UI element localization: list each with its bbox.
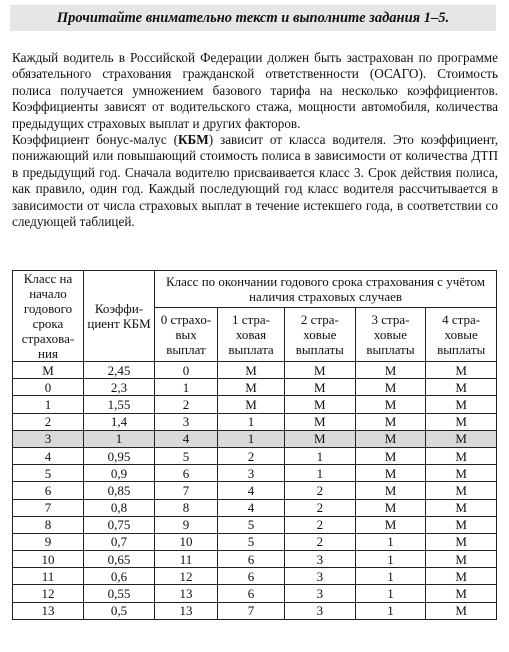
table-cell: М <box>285 379 356 396</box>
table-cell: 1 <box>218 413 285 430</box>
table-cell: 3 <box>285 551 356 568</box>
table-row <box>13 533 497 550</box>
table-cell: 8 <box>13 516 84 533</box>
table-cell: 7 <box>155 482 218 499</box>
table-cell: 7 <box>218 602 285 619</box>
task-text <box>12 50 498 230</box>
table-cell: 1 <box>285 447 356 464</box>
table-cell: М <box>355 396 426 413</box>
kbm-term: КБМ <box>177 132 209 148</box>
table-row <box>13 585 497 602</box>
table-row <box>13 602 497 619</box>
table-cell: М <box>426 396 497 413</box>
table-cell: М <box>426 551 497 568</box>
table-cell: М <box>426 602 497 619</box>
table-cell: 5 <box>218 516 285 533</box>
paragraph-kbm-after: ) зависит от класса водителя. Это коэффициент, понижающий или повышающий стоимость полиса в зависимости от количества ДТП в предыдущий год. Сначала водителю присваивается класс 3. Срок действия полиса, как правило, один год. Каждый последующий год класс водителя рассчитывается в зависимости от числа страховых выплат в течение истекшего года, в соответствии со следующей таблицей. <box>12 132 498 230</box>
table-cell: 0,75 <box>84 516 155 533</box>
table-cell: 0 <box>13 379 84 396</box>
table-cell: М <box>355 447 426 464</box>
table-cell: 13 <box>155 602 218 619</box>
table-cell: 3 <box>285 585 356 602</box>
table-cell: 4 <box>13 447 84 464</box>
table-cell: М <box>218 379 285 396</box>
table-cell: 1 <box>155 379 218 396</box>
table-row <box>13 482 497 499</box>
table-cell: 1 <box>285 465 356 482</box>
table-cell: 5 <box>218 533 285 550</box>
table-cell: 12 <box>155 568 218 585</box>
table-cell: 0,85 <box>84 482 155 499</box>
table-cell: М <box>426 362 497 379</box>
table-cell: М <box>355 362 426 379</box>
table-cell: 9 <box>13 533 84 550</box>
table-cell: 2 <box>13 413 84 430</box>
table-cell: 4 <box>218 482 285 499</box>
table-row <box>13 516 497 533</box>
table-cell: 4 <box>218 499 285 516</box>
table-cell: 13 <box>13 602 84 619</box>
table-cell: М <box>355 499 426 516</box>
kbm-table <box>12 270 497 620</box>
table-cell: М <box>426 413 497 430</box>
table-cell: М <box>355 413 426 430</box>
table-cell: М <box>426 568 497 585</box>
table-cell: 0,6 <box>84 568 155 585</box>
table-row <box>13 447 497 464</box>
table-cell: М <box>218 362 285 379</box>
table-cell: 0,7 <box>84 533 155 550</box>
table-cell: М <box>426 465 497 482</box>
table-cell: М <box>355 516 426 533</box>
table-cell: 1,4 <box>84 413 155 430</box>
table-cell: М <box>355 482 426 499</box>
table-cell: 1 <box>355 568 426 585</box>
table-cell: М <box>285 396 356 413</box>
paragraph-osago: Каждый водитель в Российской Федерации должен быть застрахован по программе обязательного страхования гражданской ответственности (ОСАГО). Стоимость полиса получается умножением базового тарифа на несколько коэффициентов. Коэффициенты зависят от водительского стажа, мощности автомобиля, количества предыдущих страховых выплат и других факторов. <box>12 50 498 131</box>
table-cell: М <box>355 379 426 396</box>
table-cell: 1,55 <box>84 396 155 413</box>
table-cell: 5 <box>13 465 84 482</box>
table-row <box>13 396 497 413</box>
table-cell: 0,55 <box>84 585 155 602</box>
table-cell: 1 <box>355 602 426 619</box>
table-row <box>13 551 497 568</box>
table-cell: 4 <box>155 430 218 447</box>
table-cell: 1 <box>355 533 426 550</box>
table-cell: М <box>426 585 497 602</box>
table-cell: 6 <box>13 482 84 499</box>
table-cell: 3 <box>155 413 218 430</box>
table-cell: 10 <box>13 551 84 568</box>
table-cell: 0,65 <box>84 551 155 568</box>
table-cell: 2 <box>285 482 356 499</box>
table-cell: М <box>285 413 356 430</box>
table-cell: 3 <box>13 430 84 447</box>
table-cell: 8 <box>155 499 218 516</box>
table-cell: М <box>426 499 497 516</box>
table-row <box>13 568 497 585</box>
table-body <box>13 362 497 620</box>
table-cell: 2,45 <box>84 362 155 379</box>
header-3-payouts: 3 стра-ховые выплаты <box>355 307 426 361</box>
table-cell: 0,8 <box>84 499 155 516</box>
table-cell: 6 <box>218 568 285 585</box>
table-cell: М <box>426 379 497 396</box>
table-cell: 12 <box>13 585 84 602</box>
table-cell: М <box>426 516 497 533</box>
table-cell: 0,5 <box>84 602 155 619</box>
table-cell: 1 <box>84 430 155 447</box>
table-cell: М <box>426 430 497 447</box>
header-2-payouts: 2 стра-ховые выплаты <box>285 307 356 361</box>
table-cell: М <box>218 396 285 413</box>
table-cell: 0,95 <box>84 447 155 464</box>
table-cell: 7 <box>13 499 84 516</box>
task-header: Прочитайте внимательно текст и выполните задания 1–5. <box>10 5 496 31</box>
table-cell: 6 <box>218 585 285 602</box>
table-cell: 10 <box>155 533 218 550</box>
table-cell: М <box>426 533 497 550</box>
table-cell: 9 <box>155 516 218 533</box>
table-cell: 3 <box>285 602 356 619</box>
table-row <box>13 413 497 430</box>
table-cell: 5 <box>155 447 218 464</box>
table-cell: М <box>13 362 84 379</box>
table-cell: 1 <box>355 585 426 602</box>
table-cell: 0 <box>155 362 218 379</box>
table-cell: 6 <box>218 551 285 568</box>
table-cell: 6 <box>155 465 218 482</box>
table-row <box>13 362 497 379</box>
table-cell: 3 <box>285 568 356 585</box>
header-4-payouts: 4 стра-ховые выплаты <box>426 307 497 361</box>
table-row <box>13 499 497 516</box>
table-cell: М <box>426 447 497 464</box>
table-cell: 2 <box>285 516 356 533</box>
table-cell: 1 <box>355 551 426 568</box>
table-cell: 2,3 <box>84 379 155 396</box>
paragraph-kbm <box>12 132 498 230</box>
table-cell: 2 <box>218 447 285 464</box>
table-cell: 1 <box>218 430 285 447</box>
table-row <box>13 379 497 396</box>
table-cell: 3 <box>218 465 285 482</box>
table-cell: 2 <box>285 533 356 550</box>
table-cell: 11 <box>155 551 218 568</box>
table-cell: 2 <box>285 499 356 516</box>
header-class-end-group: Класс по окончании годового срока страхования с учётом наличия страховых случаев <box>155 271 497 308</box>
table-cell: М <box>285 430 356 447</box>
table-cell: 2 <box>155 396 218 413</box>
header-class-start: Класс на начало годового срока страхова-ния <box>13 271 84 362</box>
table-cell: 1 <box>13 396 84 413</box>
paragraph-kbm-before: Коэффициент бонус-малус ( <box>12 132 178 148</box>
table-row <box>13 430 497 447</box>
table-cell: 13 <box>155 585 218 602</box>
table-row <box>13 465 497 482</box>
header-0-payouts: 0 страхо-вых выплат <box>155 307 218 361</box>
table-cell: 11 <box>13 568 84 585</box>
table-cell: М <box>285 362 356 379</box>
table-cell: 0,9 <box>84 465 155 482</box>
table-cell: М <box>355 465 426 482</box>
table-cell: М <box>426 482 497 499</box>
table-cell: М <box>355 430 426 447</box>
header-1-payout: 1 стра-ховая выплата <box>218 307 285 361</box>
header-coefficient: Коэффи-циент КБМ <box>84 271 155 362</box>
